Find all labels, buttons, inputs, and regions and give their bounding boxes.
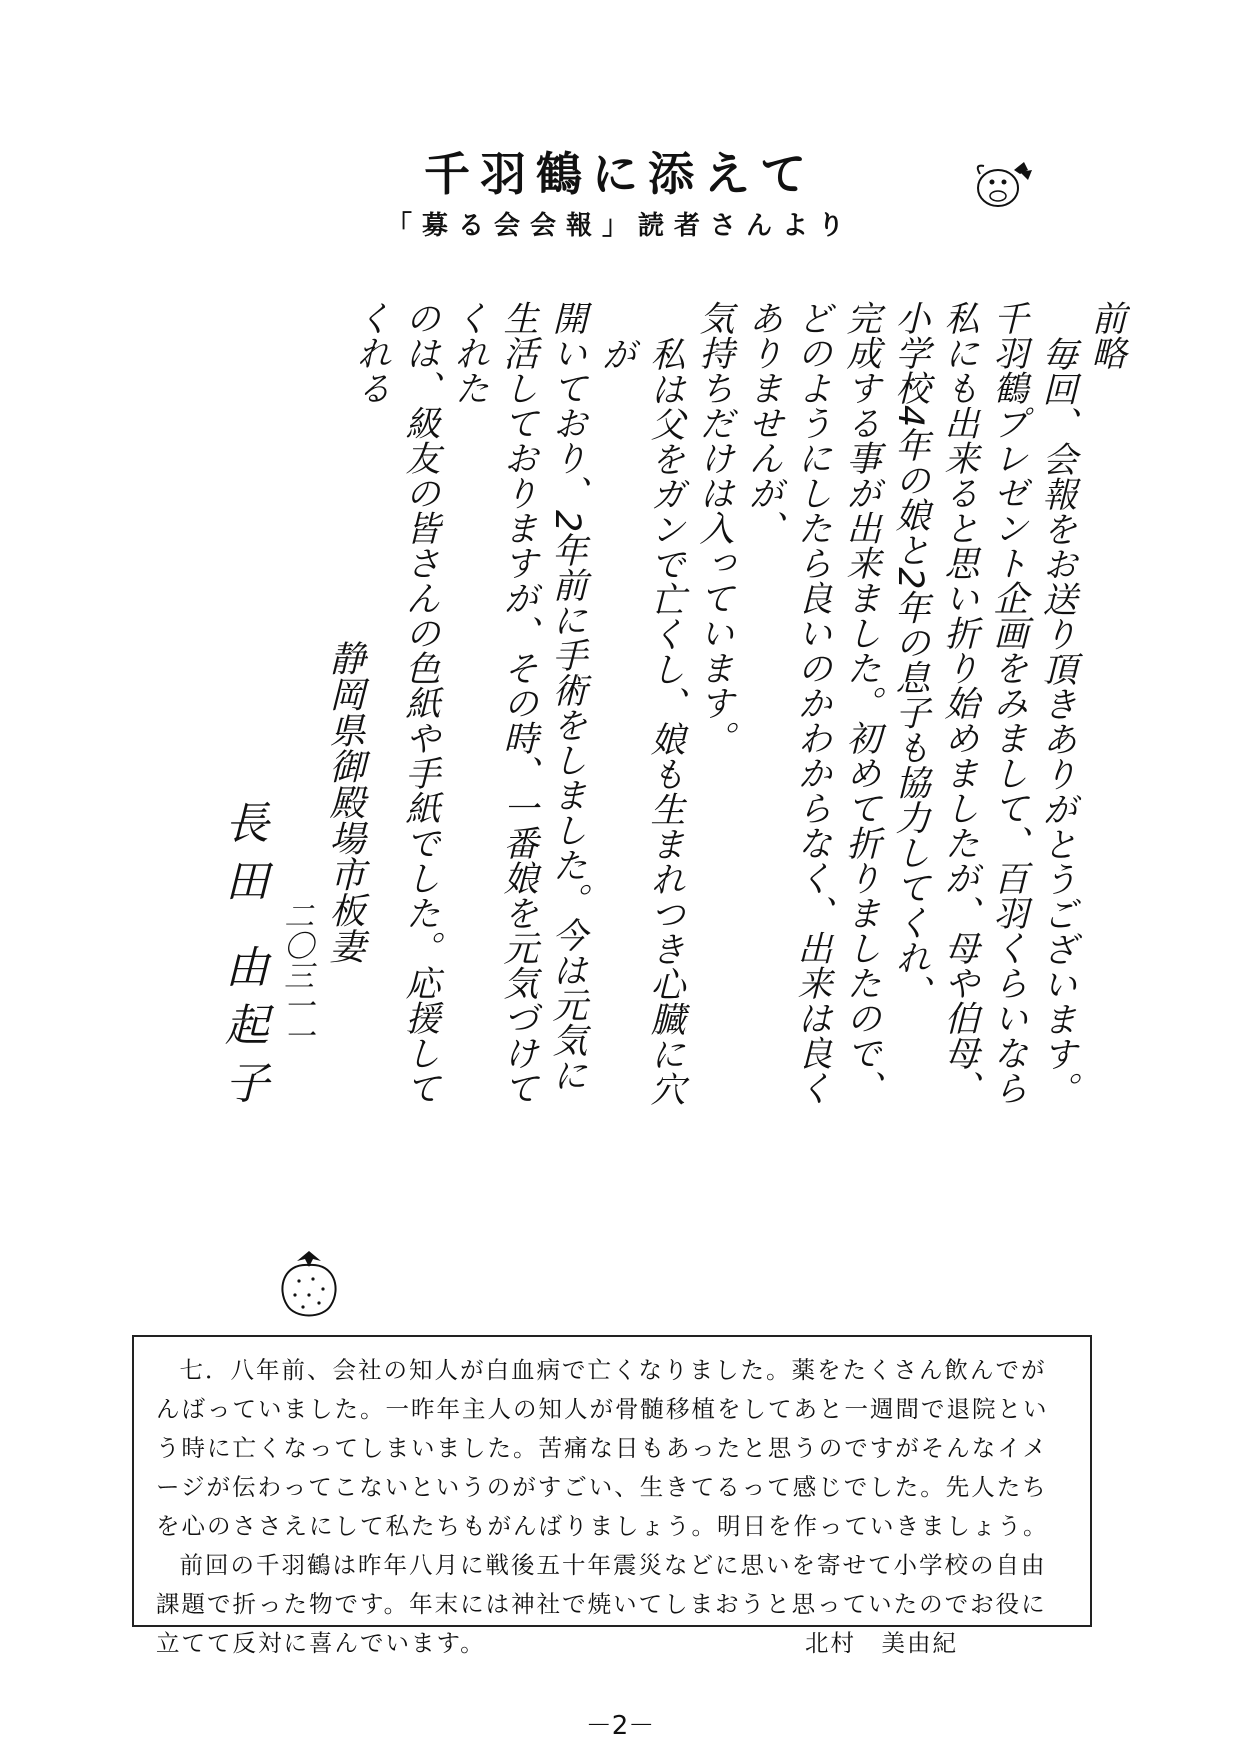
letter-line: 千羽鶴プレゼント企画をみまして、百羽くらいなら xyxy=(988,300,1028,1105)
letter-line: 生活しておりますが、その時、一番娘を元気づけてくれた xyxy=(449,300,538,1105)
letter-line: 毎回、会報をお送り頂きありがとうございます。 xyxy=(1037,336,1077,1106)
signature-block xyxy=(150,640,370,1140)
letter-line: どのようにしたら良いのかわからなく、出来は良くありませんが、 xyxy=(743,300,832,1105)
letter-line: 前略 xyxy=(1086,300,1126,370)
cow-doodle-icon xyxy=(968,150,1038,220)
signature-zip: 二〇三一一 xyxy=(278,900,313,1050)
signature-location: 静岡県御殿場市板妻 xyxy=(324,640,365,964)
page-number: －2－ xyxy=(585,1711,655,1741)
letter-line: 小学校4年の娘と2年の息子も協力してくれ、 xyxy=(890,300,930,1010)
page-subtitle: 「募る会会報」読者さんより xyxy=(385,211,854,241)
message-author: 北村 美由紀 xyxy=(805,1629,958,1657)
letter-line: 私にも出来ると思い折り始めましたが、母や伯母、 xyxy=(939,300,979,1105)
signature-name: 長田 由起子 xyxy=(217,800,268,1118)
letter-line: 気持ちだけは入っています。 xyxy=(694,300,734,755)
message-paragraph: 前回の千羽鶴は昨年八月に戦後五十年震災などに思いを寄せて小学校の自由課題で折った物です。年末には神社で焼いてしまおうと思っていたのでお役に立てて反対に喜んでいます。 xyxy=(156,1551,1047,1657)
letter-line: 私は父をガンで亡くし、娘も生まれつき心臓に穴が xyxy=(596,336,685,1106)
strawberry-doodle-icon xyxy=(273,1245,345,1323)
letter-line: のは、級友の皆さんの色紙や手紙でした。応援してくれる xyxy=(351,300,440,1105)
reader-message-box xyxy=(132,1335,1092,1657)
message-paragraph: 七．八年前、会社の知人が白血病で亡くなりました。薬をたくさん飲んでがんばっていました。一昨年主人の知人が骨髄移植をしてあと一週間で退院という時に亡くなってしまいました。苦痛な日もあったと思うのですがそんなイメージが伝わってこないというのがすごい、生きてるって感じでした。先人たちを心のささえにして私たちもがんばりましょう。明日を作っていきましょう。 xyxy=(156,1356,1049,1540)
letter-line: 開いており、2年前に手術をしました。今は元気に xyxy=(547,300,587,1093)
letter-line: 完成する事が出来ました。初めて折りましたので、 xyxy=(841,300,881,1105)
handwritten-letter xyxy=(350,300,1130,1120)
page-title: 千羽鶴に添えて xyxy=(424,147,816,201)
